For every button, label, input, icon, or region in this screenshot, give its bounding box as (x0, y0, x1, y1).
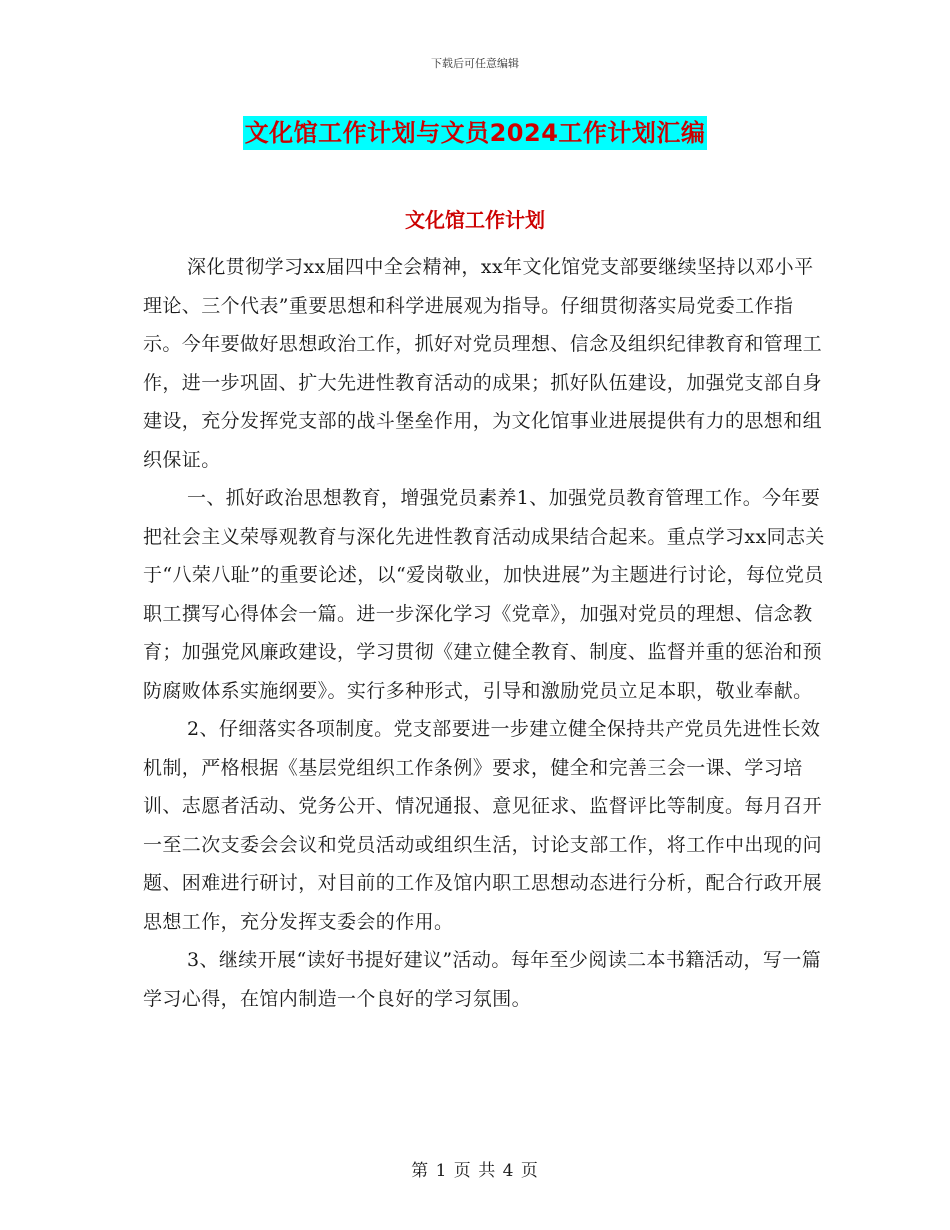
section-title: 文化馆工作计划 (405, 208, 545, 232)
document-title (0, 113, 950, 148)
paragraph-4: 3、继续开展“读好书提好建议”活动。每年至少阅读二本书籍活动，写一篇学习心得，在馆内制造一个良好的学习氛围。 (143, 949, 822, 1010)
document-title-text: 文化馆工作计划与文员2024工作计划汇编 (243, 116, 708, 150)
paragraph-1: 深化贯彻学习xx届四中全会精神，xx年文化馆党支部要继续坚持以邓小平理论、三个代表”重要思想和科学进展观为指导。仔细贯彻落实局党委工作指示。今年要做好思想政治工作，抓好对党员理想、信念及组织纪律教育和管理工作，进一步巩固、扩大先进性教育活动的成果；抓好队伍建设，加强党支部自身建设，充分发挥党支部的战斗堡垒作用，为文化馆事业进展提供有力的思想和组织保证。 (143, 256, 823, 471)
paragraph-3: 2、仔细落实各项制度。党支部要进一步建立健全保持共产党员先进性长效机制，严格根据《基层党组织工作条例》要求，健全和完善三会一课、学习培训、志愿者活动、党务公开、情况通报、意见征求、监督评比等制度。每月召开一至二次支委会会议和党员活动或组织生活，讨论支部工作，将工作中出现的问题、困难进行研讨，对目前的工作及馆内职工思想动态进行分析，配合行政开展思想工作，充分发挥支委会的作用。 (143, 718, 823, 933)
paragraph-2: 一、抓好政治思想教育，增强党员素养1、加强党员教育管理工作。今年要把社会主义荣辱观教育与深化先进性教育活动成果结合起来。重点学习xx同志关于“八荣八耻”的重要论述，以“爱岗敬业，加快进展”为主题进行讨论，每位党员职工撰写心得体会一篇。进一步深化学习《党章》，加强对党员的理想、信念教育；加强党风廉政建设，学习贯彻《建立健全教育、制度、监督并重的惩治和预防腐败体系实施纲要》。实行多种形式，引导和激励党员立足本职，敬业奉献。 (143, 487, 825, 702)
page-footer: 第 1 页 共 4 页 (411, 1161, 539, 1181)
page-header-note: 下载后可任意编辑 (431, 57, 519, 70)
document-body (143, 248, 823, 1018)
